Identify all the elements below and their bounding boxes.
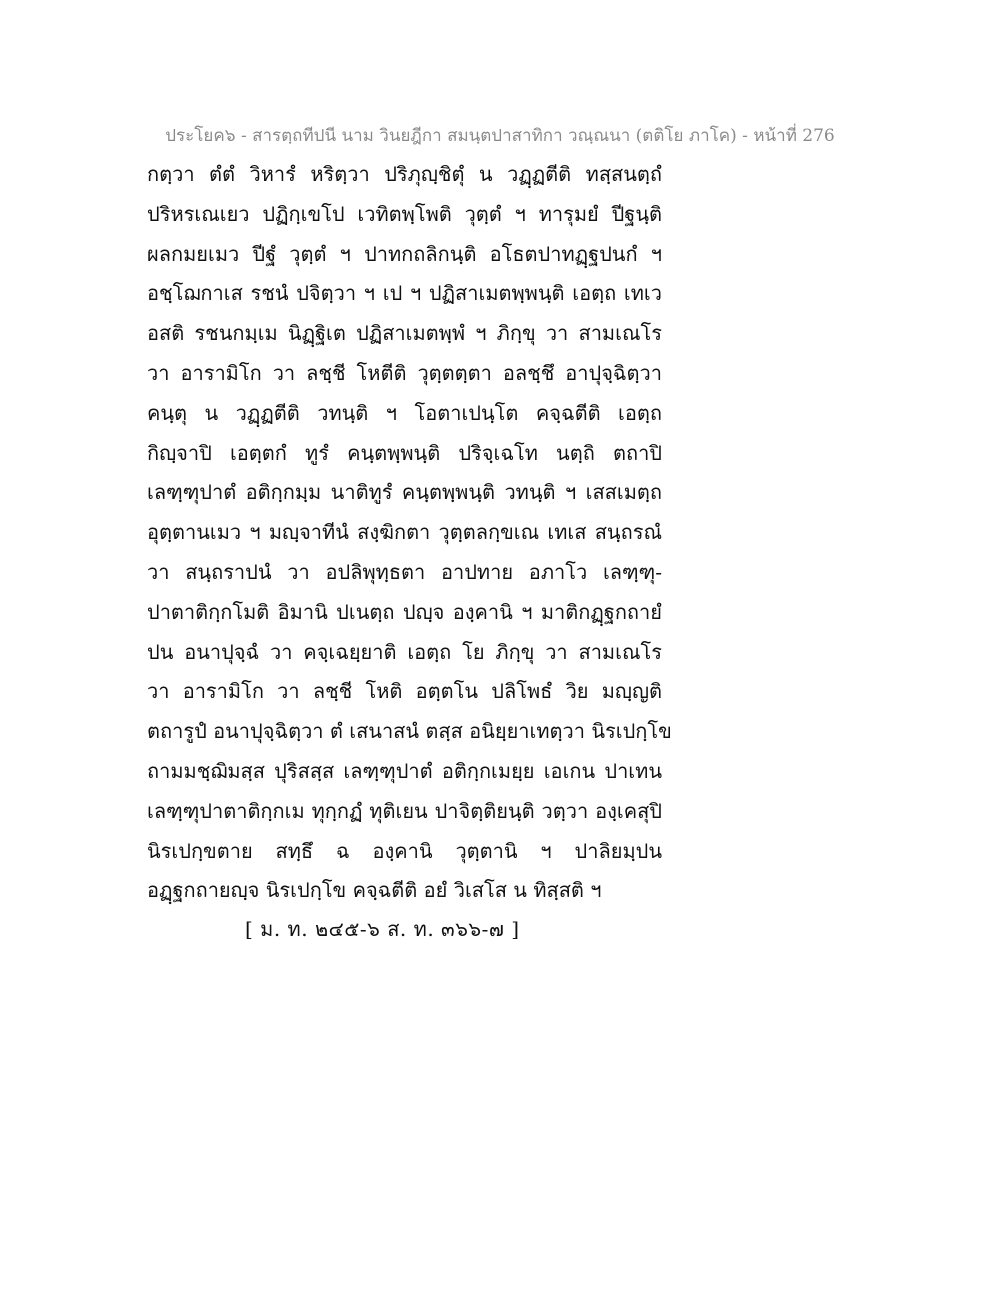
text-line-18: นิรเปกฺขตาย สทฺธึ ฉ องฺคานิ วุตฺตานิ ฯ ปาลิยมฺปน xyxy=(147,838,662,863)
reference-citation: [ ม. ท. ๒๔๕-๖ ส. ท. ๓๖๖-๗ ] xyxy=(245,917,520,941)
text-line-8: กิญฺจาปิ เอตฺตกํ ทูรํ คนฺตพฺพนฺติ ปริจฺเฉโท นตฺถิ ตถาปิ xyxy=(147,440,662,465)
text-line-1: กตฺวา ตํตํ วิหารํ หริตฺวา ปริภุญฺชิตุํ น วฏฺฏตีติ ทสฺสนตฺถํ xyxy=(147,162,662,186)
text-line-11: วา สนฺถราปนํ วา อปลิพุทฺธตา อาปทาย อภาโว เลฑฺฑุ- xyxy=(147,559,662,584)
page-header-text: ประโยค๖ - สารตฺถทีปนี นาม วินยฎีกา สมนฺตปาสาทิกา วณฺณนา (ตติโย ภาโค) - หน้าที่ 276 xyxy=(165,126,835,146)
text-line-7: คนฺตุ น วฏฺฏตีติ วทนฺติ ฯ โอตาเปนฺโต คจฺฉตีติ เอตฺถ xyxy=(147,400,662,425)
body-text xyxy=(147,155,672,911)
text-line-12: ปาตาติกฺกโมติ อิมานิ ปเนตฺถ ปญฺจ องฺคานิ ฯ มาติกฏฺฐกถายํ xyxy=(147,599,662,624)
text-line-13: ปน อนาปุจฺฉํ วา คจฺเฉยฺยาติ เอตฺถ โย ภิกฺขุ วา สามเณโร xyxy=(147,639,662,664)
text-line-9: เลฑฺฑุปาตํ อติกฺกมฺม นาติทูรํ คนฺตพฺพนฺติ วทนฺติ ฯ เสสเมตฺถ xyxy=(147,480,662,505)
page-header xyxy=(0,122,1000,149)
text-line-6: วา อารามิโก วา ลชฺชี โหตีติ วุตฺตตฺตา อลชฺชึ อาปุจฺฉิตฺวา xyxy=(147,360,662,385)
text-line-3: ผลกมยเมว ปีฐํ วุตฺตํ ฯ ปาทกถลิกนฺติ อโธตปาทฏฺฐปนกํ ฯ xyxy=(147,241,662,266)
text-line-15: ตถารูปํ อนาปุจฺฉิตฺวา ตํ เสนาสนํ ตสฺส อนิยฺยาเทตฺวา นิรเปกฺโข xyxy=(147,719,672,744)
text-line-5: อสติ รชนกมฺเม นิฏฺฐิเต ปฏิสาเมตพฺพํ ฯ ภิกฺขุ วา สามเณโร xyxy=(147,321,662,346)
text-line-2: ปริหรเณเยว ปฏิกฺเขโป เวทิตพฺโพติ วุตฺตํ ฯ ทารุมยํ ปีฐนฺติ xyxy=(147,201,662,226)
text-line-10: อุตฺตานเมว ฯ มญฺจาทีนํ สงฺฆิกตา วุตฺตลกฺขเณ เทเส สนฺถรณํ xyxy=(147,520,662,545)
text-line-17: เลฑฺฑุปาตาติกฺกเม ทุกฺกฏํ ทุติเยน ปาจิตฺติยนฺติ วตฺวา องฺเคสุปิ xyxy=(147,798,662,823)
text-line-16: ถามมชฺฌิมสฺส ปุริสสฺส เลฑฺฑุปาตํ อติกฺกเมยฺย เอเกน ปาเทน xyxy=(147,758,662,783)
text-line-14: วา อารามิโก วา ลชฺชี โหติ อตฺตโน ปลิโพธํ วิย มญฺญติ xyxy=(147,679,662,704)
text-line-4: อชฺโฌกาเส รชนํ ปจิตฺวา ฯ เป ฯ ปฏิสาเมตพฺพนฺติ เอตฺถ เทเว xyxy=(147,281,662,306)
text-line-19: อฏฺฐกถายญฺจ นิรเปกฺโข คจฺฉตีติ อยํ วิเสโส น ทิสฺสติ ฯ xyxy=(147,878,602,903)
